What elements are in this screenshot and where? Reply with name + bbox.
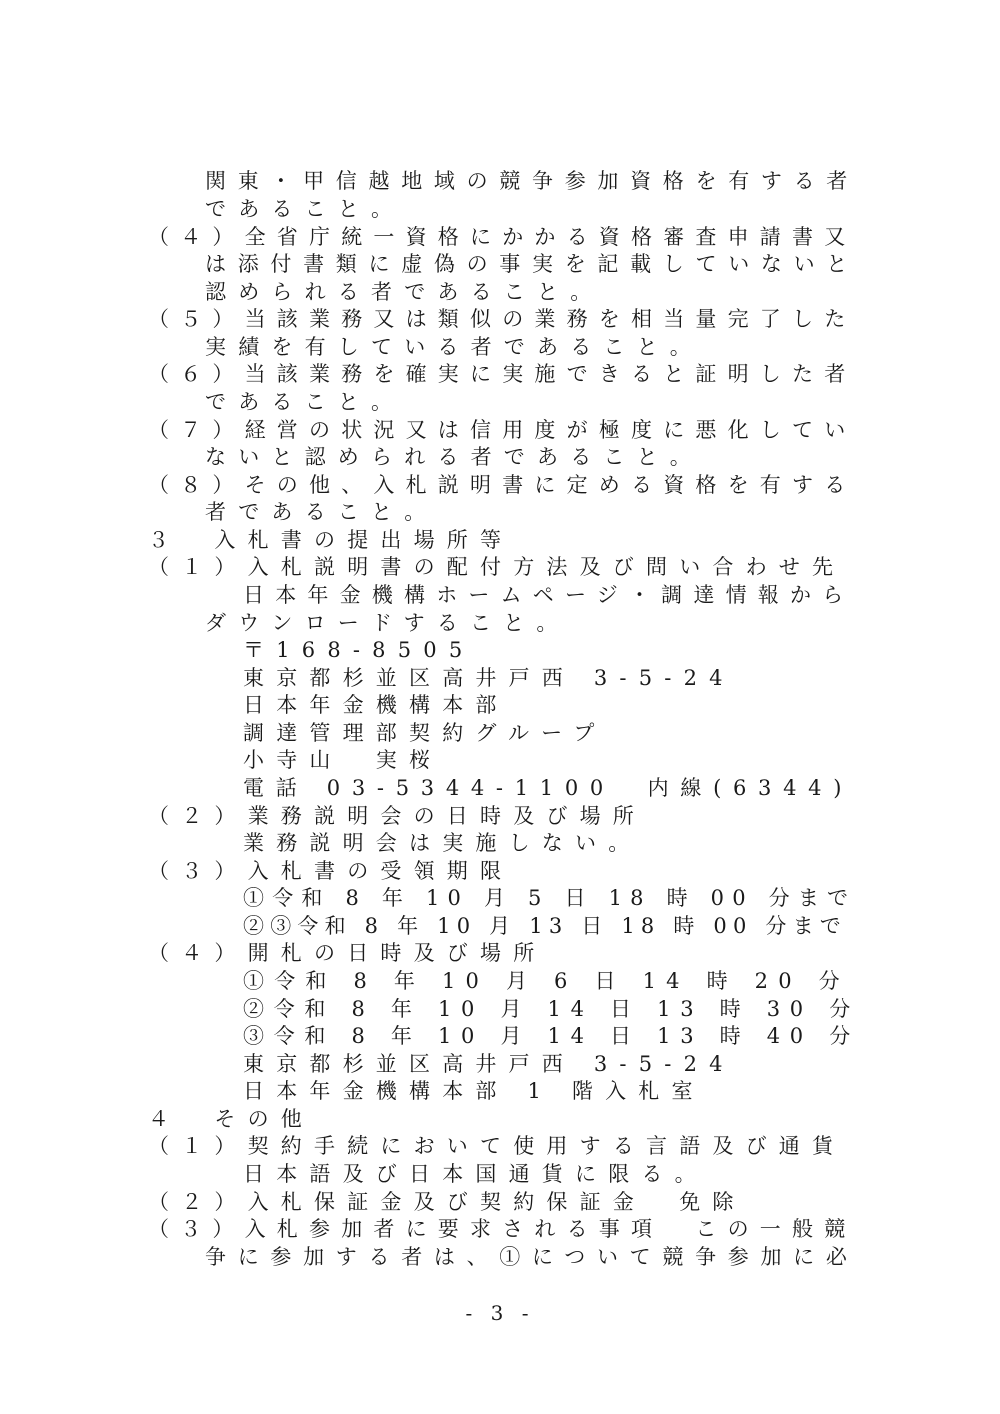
text-line: ダウンロードすること。 [205, 611, 570, 635]
opening-date-line: ②令和 8 年 10 月 14 日 13 時 30 分 [243, 997, 860, 1021]
text-line: （３）入札参加者に要求される事項 この一般競 [148, 1217, 857, 1241]
text-line: （１）契約手続において使用する言語及び通貨 [148, 1134, 846, 1158]
address-line: 東京都杉並区高井戸西 3-5-24 [243, 666, 735, 690]
section-heading: ４ その他 [148, 1107, 314, 1131]
page-number: - 3 - [465, 1301, 535, 1325]
text-line: 争に参加する者は、①について競争参加に必 [205, 1245, 859, 1269]
text-line: （７）経営の状況又は信用度が極度に悪化してい [148, 418, 857, 442]
address-line: 調達管理部契約グループ [243, 721, 607, 745]
text-line: （３）入札書の受領期限 [148, 859, 514, 883]
address-line: 日本年金機構本部 [243, 693, 509, 717]
text-line: 業務説明会は実施しない。 [243, 831, 642, 855]
text-line: 関東・甲信越地域の競争参加資格を有する者 [205, 169, 859, 193]
address-line: 東京都杉並区高井戸西 3-5-24 [243, 1052, 735, 1076]
text-line: （２）入札保証金及び契約保証金 免除 [148, 1190, 746, 1214]
text-line: （４）開札の日時及び場所 [148, 941, 547, 965]
deadline-line: ②③令和 8 年 10 月 13 日 18 時 00 分まで [243, 914, 847, 938]
text-line: 日本語及び日本国通貨に限る。 [243, 1162, 708, 1186]
text-line: （６）当該業務を確実に実施できると証明した者 [148, 362, 857, 386]
opening-date-line: ③令和 8 年 10 月 14 日 13 時 40 分 [243, 1024, 860, 1048]
opening-date-line: ①令和 8 年 10 月 6 日 14 時 20 分 [243, 969, 850, 993]
contact-name: 小寺山 実桜 [243, 748, 443, 772]
text-line: （８）その他、入札説明書に定める資格を有する [148, 473, 857, 497]
address-line: 日本年金機構本部 1 階入札室 [243, 1079, 705, 1103]
section-heading: ３ 入札書の提出場所等 [148, 528, 514, 552]
text-line: 者であること。 [205, 500, 438, 524]
text-line: 実績を有している者であること。 [205, 335, 703, 359]
text-line: （１）入札説明書の配付方法及び問い合わせ先 [148, 555, 846, 579]
deadline-line: ①令和 8 年 10 月 5 日 18 時 00 分まで [243, 886, 857, 910]
text-line: （４）全省庁統一資格にかかる資格審査申請書又 [148, 225, 857, 249]
postal-code: 〒168-8505 [243, 638, 475, 662]
text-line: （２）業務説明会の日時及び場所 [148, 804, 646, 828]
text-line: 日本年金機構ホームページ・調達情報から [243, 583, 855, 607]
text-line: ないと認められる者であること。 [205, 445, 703, 469]
text-line: であること。 [205, 390, 405, 414]
contact-phone: 電話 03-5344-1100 内線(6344) [243, 776, 854, 800]
text-line: 認められる者であること。 [205, 280, 604, 304]
text-line: であること。 [205, 197, 405, 221]
text-line: は添付書類に虚偽の事実を記載していないと [205, 252, 859, 276]
text-line: （５）当該業務又は類似の業務を相当量完了した [148, 307, 857, 331]
